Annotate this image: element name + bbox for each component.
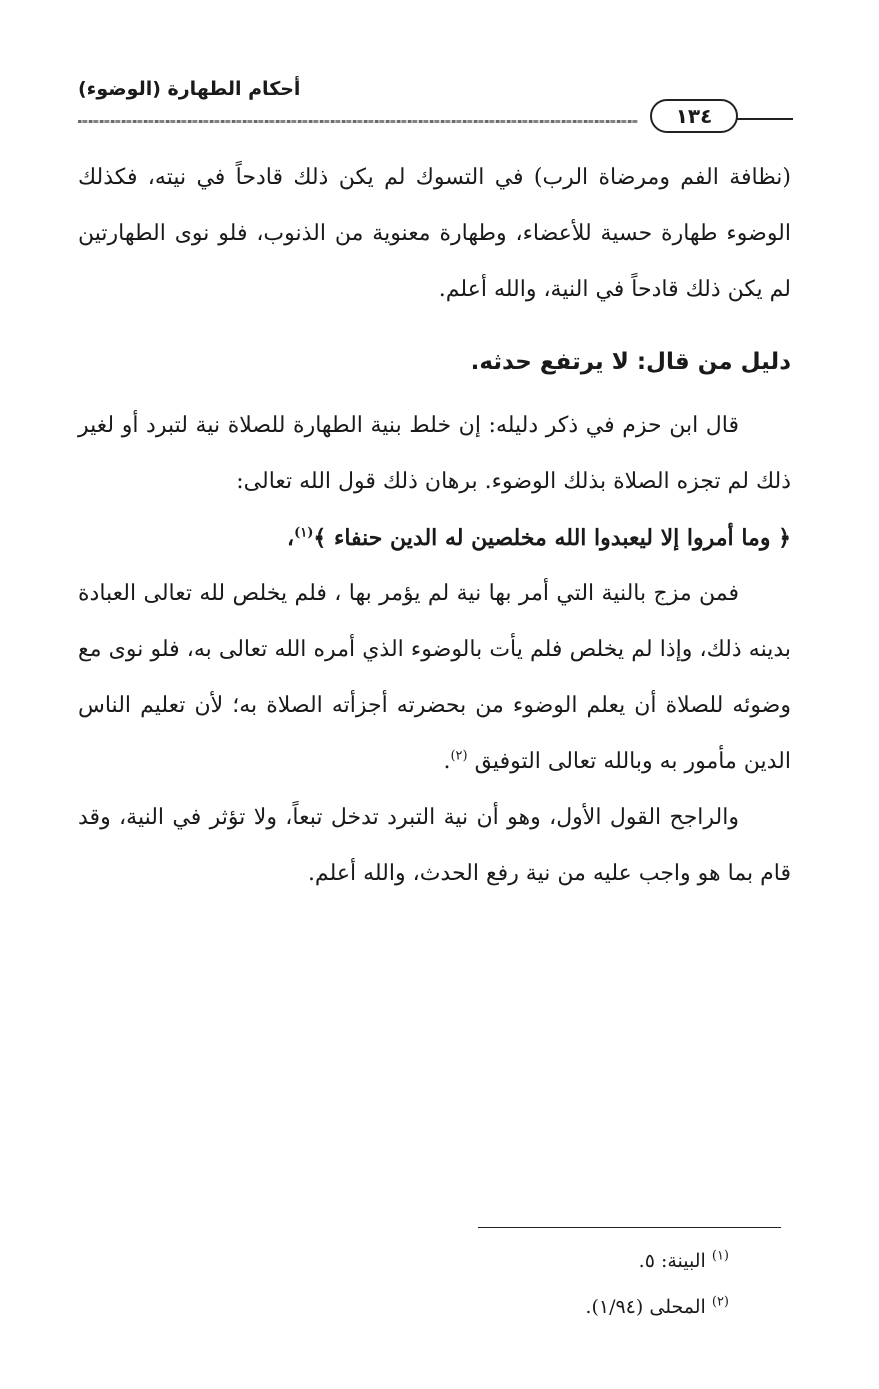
footnote-ref-1: (١) <box>294 525 314 541</box>
footnote-2-marker: (٢) <box>711 1294 729 1310</box>
page-number: ١٣٤ <box>650 99 738 133</box>
paragraph-1: (نظافة الفم ومرضاة الرب) في التسوك لم يكن ذلك قادحاً في نيته، فكذلك الوضوء طهارة حسية للأعضاء، وطهارة معنوية من الذنوب، فلو نوى الطهارتين لم يكن ذلك قادحاً في النية، والله أعلم. <box>78 165 792 302</box>
footnote-1-text: البينة: ٥. <box>638 1250 706 1272</box>
running-title: أحكام الطهارة (الوضوء) <box>78 78 301 100</box>
footnote-ref-2: (٢) <box>450 748 468 764</box>
footnote-2-text: المحلى (١/٩٤). <box>585 1296 706 1318</box>
footnotes <box>585 1238 729 1330</box>
header-rule-right <box>736 118 793 120</box>
verse-tail: ، <box>287 525 295 551</box>
paragraph-2: قال ابن حزم في ذكر دليله: إن خلط بنية الطهارة للصلاة نية لتبرد أو لغير ذلك لم تجزه الصلاة بذلك الوضوء. برهان ذلك قول الله تعالى: <box>78 413 791 494</box>
footnote-1-marker: (١) <box>711 1248 729 1264</box>
footnote-1 <box>585 1238 729 1284</box>
footnote-separator <box>478 1227 781 1228</box>
header-ornamental-rule <box>78 120 638 123</box>
paragraph-3-text: فمن مزج بالنية التي أمر بها نية لم يؤمر بها ، فلم يخلص لله تعالى العبادة بدينه ذلك، وإذا لم يخلص فلم يأت بالوضوء الذي أمره الله تعالى به، فلو نوى مع وضوئه للصلاة أن يعلم الوضوء من بحضرته أجزأته الصلاة به؛ لأن تعليم الناس الدين مأمور به وبالله تعالى التوفيق <box>78 581 791 774</box>
verse-text: ﴿ وما أمروا إلا ليعبدوا الله مخلصين له الدين حنفاء ﴾ <box>313 525 791 551</box>
paragraph-3-tail: . <box>443 749 451 774</box>
paragraph-4: والراجح القول الأول، وهو أن نية التبرد تدخل تبعاً، ولا تؤثر في النية، وقد قام بما هو واجب عليه من نية رفع الحدث، والله أعلم. <box>78 805 791 886</box>
footnote-2 <box>585 1284 729 1330</box>
main-text <box>78 150 791 902</box>
paragraph-3 <box>78 566 791 790</box>
quran-verse <box>78 510 791 566</box>
section-heading: دليل من قال: لا يرتفع حدثه. <box>470 349 791 375</box>
